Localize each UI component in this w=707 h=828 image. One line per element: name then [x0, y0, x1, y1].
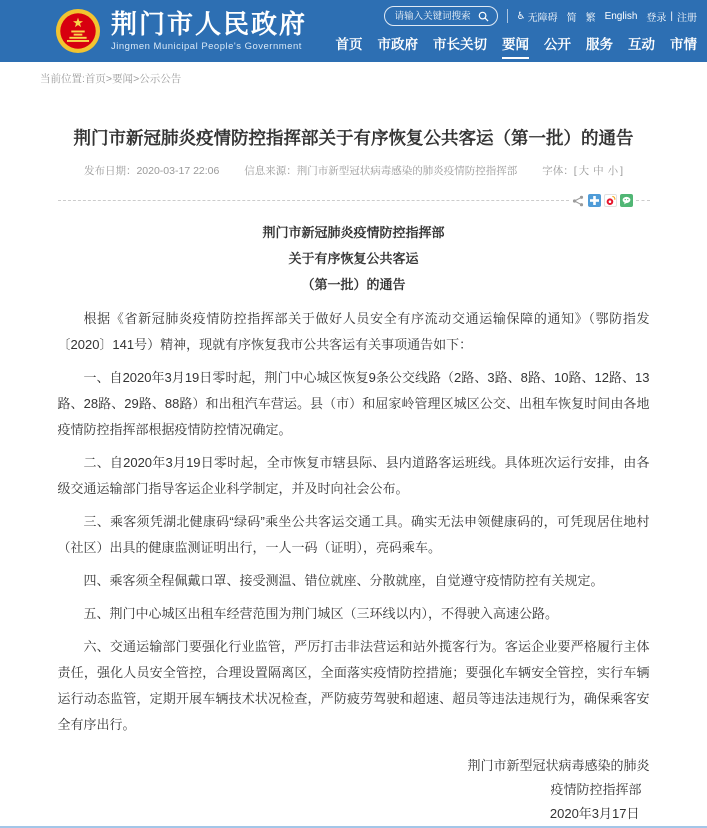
article	[58, 126, 650, 826]
site-header	[0, 0, 707, 62]
lang-simplified-link[interactable]: 简	[566, 12, 577, 24]
nav-item-home[interactable]: 首页	[335, 37, 363, 52]
nav-item-government[interactable]: 市政府	[377, 37, 418, 52]
document-heading	[58, 220, 650, 298]
wechat-icon[interactable]	[620, 194, 633, 207]
nav-item-mayor-concern[interactable]: 市长关切	[433, 37, 487, 52]
meta-divider	[58, 194, 650, 207]
lang-traditional-link[interactable]: 繁	[585, 12, 596, 24]
publish-date-value: 2020-03-17 22:06	[136, 165, 220, 177]
breadcrumb-separator: >	[105, 73, 113, 85]
signature-line: 疫情防控指挥部	[550, 782, 642, 797]
article-meta	[58, 163, 650, 178]
site-title: 荆门市人民政府	[111, 9, 308, 39]
weibo-icon[interactable]	[604, 194, 617, 207]
register-link[interactable]: 注册	[677, 12, 697, 24]
search-input[interactable]	[393, 10, 478, 23]
search-icon[interactable]	[478, 11, 489, 22]
nav-item-interaction[interactable]: 互动	[628, 37, 655, 52]
signature-block	[58, 754, 650, 826]
header-utility-bar	[384, 5, 697, 27]
main-nav	[336, 33, 698, 59]
info-source-value: 荆门市新型冠状病毒感染的肺炎疫情防控指挥部	[296, 165, 518, 177]
breadcrumb-home[interactable]: 首页	[84, 73, 106, 85]
breadcrumb-notices[interactable]: 公示公告	[139, 73, 182, 85]
font-size-large[interactable]: 大	[578, 165, 590, 177]
publish-date: 发布日期：2020-03-17 22:06	[83, 165, 220, 177]
article-paragraph: 一、自2020年3月19日零时起，荆门中心城区恢复9条公交线路（2路、3路、8路、10路、12路、13路、28路、29路、88路）和出租汽车营运。县（市）和屈家岭管理区城区公交、出租车恢复时间由各地疫情防控指挥部根据疫情防控情况确定。	[57, 370, 650, 437]
breadcrumb	[40, 71, 707, 86]
article-paragraph: 六、交通运输部门要强化行业监管，严厉打击非法营运和站外揽客行为。客运企业要严格履行主体责任，强化人员安全管控，合理设置隔离区，全面落实疫情防控措施；要强化车辆安全管控，实行车辆运行动态监管，定期开展车辆技术状况检查，严防疲劳驾驶和超速、超员等违法违规行为，确保乘客安全有序出行。	[57, 639, 650, 732]
document-heading-line: 关于有序恢复公共客运	[288, 251, 419, 266]
nav-item-city-profile[interactable]: 市情	[670, 37, 697, 52]
article-paragraph: 五、荆门中心城区出租车经营范围为荆门城区（三环线以内），不得驶入高速公路。	[83, 606, 559, 621]
article-paragraph: 四、乘客须全程佩戴口罩、接受测温、错位就座、分散就座，自觉遵守疫情防控有关规定。	[83, 573, 604, 588]
share-more-icon[interactable]	[588, 194, 601, 207]
info-source: 信息来源：荆门市新型冠状病毒感染的肺炎疫情防控指挥部	[244, 165, 518, 177]
nav-item-open-gov[interactable]: 公开	[544, 37, 571, 52]
national-emblem-icon	[55, 8, 101, 54]
font-size-small[interactable]: 小	[607, 165, 619, 177]
login-link[interactable]: 登录	[646, 12, 667, 24]
nav-item-news[interactable]: 要闻	[502, 33, 529, 59]
font-size-medium[interactable]: 中	[593, 165, 604, 177]
share-toolbar	[572, 194, 633, 207]
article-paragraph: 二、自2020年3月19日零时起，全市恢复市辖县际、县内道路客运班线。具体班次运行安排，由各级交通运输部门指导客运企业科学制定，并及时向社会公布。	[57, 455, 650, 496]
document-heading-line: 荆门市新冠肺炎疫情防控指挥部	[262, 225, 445, 240]
accessibility-link[interactable]: ♿ 无障碍	[516, 10, 558, 24]
article-body	[58, 306, 650, 738]
breadcrumb-separator: >	[133, 73, 140, 85]
share-icon[interactable]	[572, 195, 584, 207]
dashed-line	[58, 200, 569, 201]
article-paragraph: 三、乘客须凭湖北健康码“绿码”乘坐公共客运交通工具。确实无法申领健康码的，可凭现居住地村（社区）出具的健康监测证明出行，一人一码（证明），亮码乘车。	[57, 514, 650, 555]
dashed-line	[636, 200, 650, 201]
article-title: 荆门市新冠肺炎疫情防控指挥部关于有序恢复公共客运（第一批）的通告	[73, 128, 634, 148]
login-register-divider: |	[670, 10, 673, 22]
breadcrumb-news[interactable]: 要闻	[112, 73, 134, 85]
lang-english-link[interactable]: English	[604, 10, 638, 22]
divider	[507, 9, 508, 23]
signature-date: 2020年3月17日	[549, 806, 640, 821]
breadcrumb-label: 当前位置:	[40, 73, 85, 85]
signature-line: 荆门市新型冠状病毒感染的肺炎	[467, 758, 650, 773]
site-subtitle: Jingmen Municipal People's Government	[111, 41, 302, 52]
wheelchair-icon: ♿	[516, 10, 526, 22]
site-logo[interactable]	[55, 0, 307, 62]
article-paragraph: 根据《省新冠肺炎疫情防控指挥部关于做好人员安全有序流动交通运输保障的通知》（鄂防指发〔2020〕141号）精神，现就有序恢复我市公共客运有关事项通告如下：	[57, 311, 650, 352]
font-size-control: 字体：[ 大 中 小 ]	[542, 165, 624, 177]
header-search[interactable]	[384, 6, 498, 26]
nav-item-services[interactable]: 服务	[586, 37, 613, 52]
document-heading-line: （第一批）的通告	[301, 277, 406, 292]
